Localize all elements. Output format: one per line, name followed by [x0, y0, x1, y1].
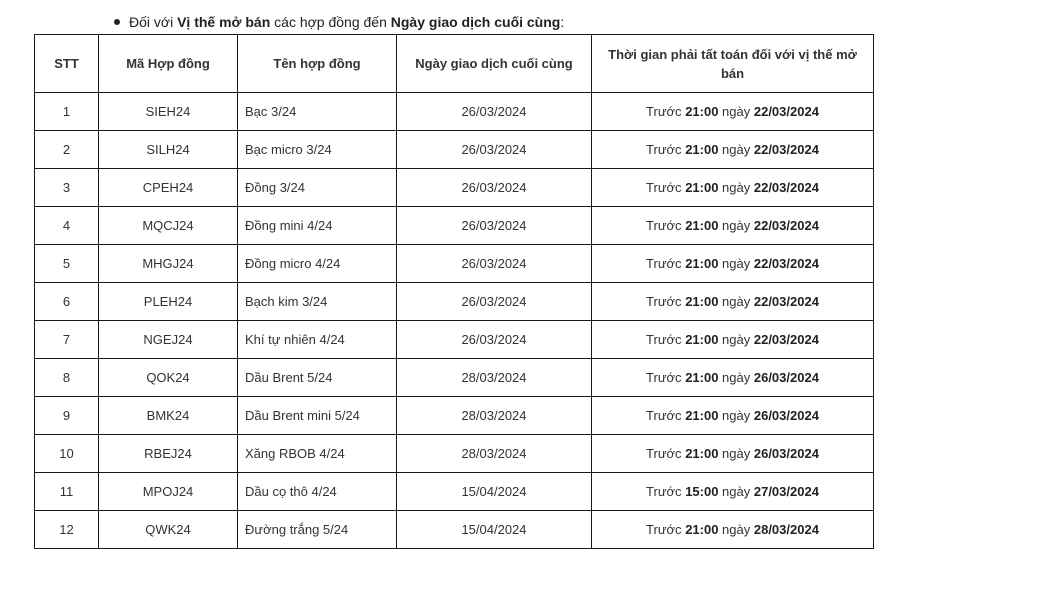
cell-contract-name: Xăng RBOB 4/24: [238, 435, 397, 473]
cell-settlement-time: [592, 473, 874, 511]
cell-stt: 11: [35, 473, 99, 511]
settlement-prefix: Trước: [646, 484, 686, 499]
settlement-date: 27/03/2024: [753, 484, 819, 499]
cell-contract-code: RBEJ24: [99, 435, 238, 473]
settlement-mid: ngày: [718, 484, 754, 499]
intro-suffix: :: [560, 14, 565, 30]
cell-stt: 6: [35, 283, 99, 321]
settlement-mid: ngày: [718, 408, 754, 423]
cell-contract-name: Đồng micro 4/24: [238, 245, 397, 283]
cell-contract-code: NGEJ24: [99, 321, 238, 359]
settlement-prefix: Trước: [646, 218, 686, 233]
cell-contract-name: Bạc micro 3/24: [238, 131, 397, 169]
settlement-prefix: Trước: [646, 522, 686, 537]
table-row: [35, 207, 874, 245]
settlement-time: 21:00: [685, 294, 719, 309]
intro-bullet-line: [114, 12, 564, 32]
table-row: [35, 473, 874, 511]
cell-contract-name: Dầu Brent 5/24: [238, 359, 397, 397]
settlement-time: 21:00: [685, 370, 719, 385]
table-row: [35, 359, 874, 397]
settlement-mid: ngày: [718, 294, 754, 309]
header-last-trading-day: Ngày giao dịch cuối cùng: [397, 35, 592, 93]
header-settlement-time: Thời gian phải tất toán đối với vị thế mở bán: [592, 35, 874, 93]
settlement-date: 22/03/2024: [753, 104, 819, 119]
cell-last-trading-day: 28/03/2024: [397, 397, 592, 435]
cell-last-trading-day: 26/03/2024: [397, 283, 592, 321]
settlement-date: 26/03/2024: [753, 446, 819, 461]
cell-last-trading-day: 28/03/2024: [397, 435, 592, 473]
settlement-date: 22/03/2024: [753, 142, 819, 157]
cell-last-trading-day: 15/04/2024: [397, 473, 592, 511]
settlement-time: 21:00: [685, 522, 719, 537]
header-contract-name: Tên hợp đồng: [238, 35, 397, 93]
settlement-date: 28/03/2024: [753, 522, 819, 537]
cell-contract-code: SILH24: [99, 131, 238, 169]
table-header-row: [35, 35, 874, 93]
cell-stt: 2: [35, 131, 99, 169]
cell-last-trading-day: 26/03/2024: [397, 131, 592, 169]
cell-last-trading-day: 26/03/2024: [397, 169, 592, 207]
cell-last-trading-day: 28/03/2024: [397, 359, 592, 397]
table-row: [35, 245, 874, 283]
settlement-prefix: Trước: [646, 180, 686, 195]
settlement-time: 21:00: [685, 256, 719, 271]
settlement-mid: ngày: [718, 446, 754, 461]
cell-stt: 12: [35, 511, 99, 549]
table-row: [35, 397, 874, 435]
table-row: [35, 169, 874, 207]
settlement-mid: ngày: [718, 218, 754, 233]
settlement-prefix: Trước: [646, 332, 686, 347]
settlement-date: 22/03/2024: [753, 218, 819, 233]
settlement-mid: ngày: [718, 104, 754, 119]
cell-contract-code: PLEH24: [99, 283, 238, 321]
cell-stt: 3: [35, 169, 99, 207]
cell-last-trading-day: 26/03/2024: [397, 321, 592, 359]
intro-prefix: Đối với: [129, 14, 178, 30]
settlement-date: 26/03/2024: [753, 370, 819, 385]
cell-contract-code: BMK24: [99, 397, 238, 435]
intro-bold-last-trading-day: Ngày giao dịch cuối cùng: [390, 14, 561, 30]
cell-settlement-time: [592, 321, 874, 359]
settlement-prefix: Trước: [646, 142, 686, 157]
cell-last-trading-day: 15/04/2024: [397, 511, 592, 549]
settlement-time: 21:00: [685, 142, 719, 157]
cell-stt: 4: [35, 207, 99, 245]
cell-settlement-time: [592, 435, 874, 473]
settlement-time: 21:00: [685, 180, 719, 195]
cell-contract-name: Bạch kim 3/24: [238, 283, 397, 321]
settlement-date: 26/03/2024: [753, 408, 819, 423]
settlement-date: 22/03/2024: [753, 332, 819, 347]
cell-stt: 7: [35, 321, 99, 359]
cell-settlement-time: [592, 283, 874, 321]
cell-contract-code: QOK24: [99, 359, 238, 397]
cell-stt: 5: [35, 245, 99, 283]
settlement-time: 21:00: [685, 408, 719, 423]
cell-contract-code: MQCJ24: [99, 207, 238, 245]
settlement-prefix: Trước: [646, 446, 686, 461]
settlement-time: 21:00: [685, 218, 719, 233]
cell-contract-name: Đường trắng 5/24: [238, 511, 397, 549]
cell-contract-name: Đồng mini 4/24: [238, 207, 397, 245]
settlement-mid: ngày: [718, 522, 754, 537]
bullet-icon: [114, 19, 120, 25]
settlement-mid: ngày: [718, 180, 754, 195]
cell-settlement-time: [592, 359, 874, 397]
contracts-table: [34, 34, 874, 549]
cell-contract-name: Dầu Brent mini 5/24: [238, 397, 397, 435]
settlement-date: 22/03/2024: [753, 256, 819, 271]
settlement-prefix: Trước: [646, 294, 686, 309]
cell-settlement-time: [592, 169, 874, 207]
table-row: [35, 511, 874, 549]
cell-contract-name: Đồng 3/24: [238, 169, 397, 207]
cell-settlement-time: [592, 397, 874, 435]
settlement-date: 22/03/2024: [753, 294, 819, 309]
cell-last-trading-day: 26/03/2024: [397, 93, 592, 131]
table-row: [35, 283, 874, 321]
settlement-mid: ngày: [718, 142, 754, 157]
settlement-mid: ngày: [718, 332, 754, 347]
table-row: [35, 93, 874, 131]
cell-settlement-time: [592, 245, 874, 283]
cell-settlement-time: [592, 93, 874, 131]
cell-contract-code: CPEH24: [99, 169, 238, 207]
settlement-mid: ngày: [718, 370, 754, 385]
settlement-prefix: Trước: [646, 408, 686, 423]
cell-settlement-time: [592, 131, 874, 169]
settlement-time: 15:00: [685, 484, 719, 499]
table-row: [35, 131, 874, 169]
intro-middle: các hợp đồng đến: [270, 14, 391, 30]
cell-last-trading-day: 26/03/2024: [397, 245, 592, 283]
table-row: [35, 435, 874, 473]
header-stt: STT: [35, 35, 99, 93]
cell-contract-code: QWK24: [99, 511, 238, 549]
table-row: [35, 321, 874, 359]
cell-stt: 10: [35, 435, 99, 473]
settlement-time: 21:00: [685, 332, 719, 347]
settlement-mid: ngày: [718, 256, 754, 271]
settlement-time: 21:00: [685, 446, 719, 461]
cell-contract-name: Khí tự nhiên 4/24: [238, 321, 397, 359]
cell-last-trading-day: 26/03/2024: [397, 207, 592, 245]
cell-contract-code: MHGJ24: [99, 245, 238, 283]
settlement-prefix: Trước: [646, 104, 686, 119]
settlement-date: 22/03/2024: [753, 180, 819, 195]
header-contract-code: Mã Hợp đồng: [99, 35, 238, 93]
cell-stt: 9: [35, 397, 99, 435]
cell-settlement-time: [592, 207, 874, 245]
settlement-prefix: Trước: [646, 370, 686, 385]
cell-settlement-time: [592, 511, 874, 549]
cell-stt: 1: [35, 93, 99, 131]
cell-contract-code: MPOJ24: [99, 473, 238, 511]
cell-contract-name: Dầu cọ thô 4/24: [238, 473, 397, 511]
settlement-prefix: Trước: [646, 256, 686, 271]
intro-bold-short-position: Vị thế mở bán: [177, 14, 271, 30]
cell-contract-code: SIEH24: [99, 93, 238, 131]
settlement-time: 21:00: [685, 104, 719, 119]
cell-contract-name: Bạc 3/24: [238, 93, 397, 131]
cell-stt: 8: [35, 359, 99, 397]
